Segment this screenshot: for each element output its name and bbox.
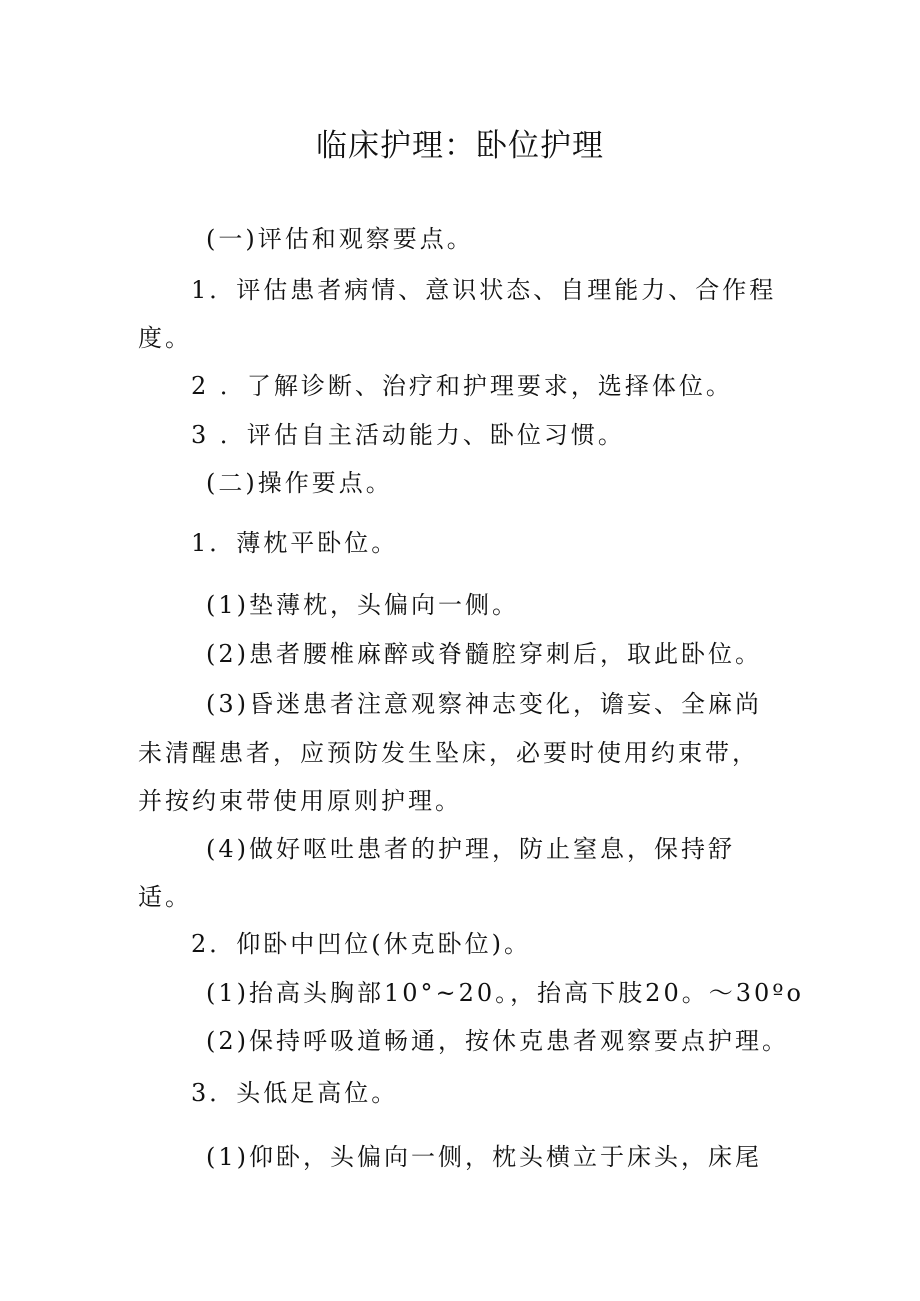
paragraph-line: (2)保持呼吸道畅通，按休克患者观察要点护理。 <box>206 1027 789 1055</box>
paragraph-line: 并按约束带使用原则护理。 <box>138 787 462 815</box>
paragraph-line: 适。 <box>138 883 192 911</box>
subheading-line: 2．仰卧中凹位(休克卧位)。 <box>191 930 531 958</box>
paragraph-line: (4)做好呕吐患者的护理，防止窒息，保持舒 <box>206 835 735 863</box>
subheading-line: 3．头低足高位。 <box>191 1079 399 1107</box>
paragraph-line: (1)仰卧，头偏向一侧，枕头横立于床头，床尾 <box>206 1143 762 1171</box>
paragraph-line: 未清醒患者，应预防发生坠床，必要时使用约束带， <box>138 739 759 767</box>
section-heading-operation: (二)操作要点。 <box>206 469 393 497</box>
paragraph-line: (1)垫薄枕，头偏向一侧。 <box>206 591 519 619</box>
paragraph-line: (1)抬高头胸部10°~20。，抬高下肢20。～30ºo <box>206 979 804 1007</box>
subheading-line: 1．薄枕平卧位。 <box>191 529 399 557</box>
paragraph-line: 度。 <box>138 324 192 352</box>
section-heading-assessment: (一)评估和观察要点。 <box>206 225 474 253</box>
page-title: 临床护理：卧位护理 <box>316 128 604 164</box>
paragraph-line: 3 ．评估自主活动能力、卧位习惯。 <box>191 421 625 449</box>
paragraph-line: (2)患者腰椎麻醉或脊髓腔穿刺后，取此卧位。 <box>206 640 762 668</box>
paragraph-line: 2 ．了解诊断、治疗和护理要求，选择体位。 <box>191 372 733 400</box>
paragraph-line: (3)昏迷患者注意观察神志变化，谵妄、全麻尚 <box>206 690 762 718</box>
paragraph-line: 1．评估患者病情、意识状态、自理能力、合作程 <box>191 276 777 304</box>
